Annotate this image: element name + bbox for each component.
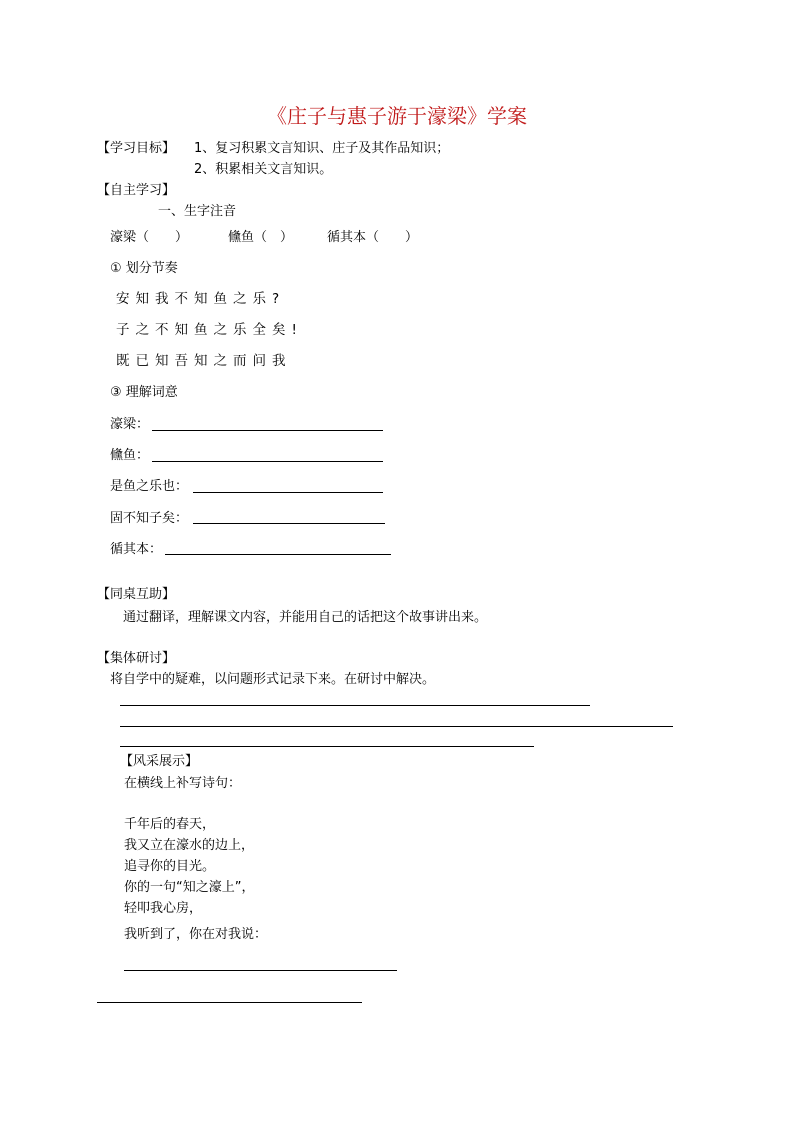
word-item-label: 濠梁： <box>110 417 150 432</box>
discussion-line[interactable] <box>120 705 590 706</box>
word-item-label: 固不知子矣： <box>110 511 189 526</box>
goals-label: 【学习目标】 <box>97 141 176 156</box>
group-label: 【集体研讨】 <box>97 651 176 666</box>
footnote-separator <box>97 1002 362 1003</box>
rhythm-line: 子之不知鱼之乐全矣! <box>116 322 303 338</box>
pinyin-section-title: 一、生字注音 <box>158 204 237 219</box>
peer-label: 【同桌互助】 <box>97 587 176 602</box>
group-text: 将自学中的疑难，以问题形式记录下来。在研讨中解决。 <box>110 672 436 687</box>
word-item-label: 儵鱼： <box>110 448 150 463</box>
pinyin-item: 濠梁（ ） <box>110 230 189 245</box>
poem-line: 你的一句“知之濠上”， <box>124 880 255 895</box>
discussion-line[interactable] <box>120 726 673 727</box>
poem-line: 千年后的春天， <box>124 817 216 832</box>
discussion-line[interactable] <box>120 746 534 747</box>
answer-line[interactable] <box>165 554 391 555</box>
page-title: 《庄子与惠子游于濠梁》学案 <box>267 104 527 128</box>
poem-line: 追寻你的目光。 <box>124 859 216 874</box>
word-item-label: 循其本： <box>110 542 163 557</box>
pinyin-item: 循其本（ ） <box>327 230 419 245</box>
peer-text: 通过翻译，理解课文内容，并能用自己的话把这个故事讲出来。 <box>123 610 488 625</box>
answer-line[interactable] <box>152 461 383 462</box>
goal-item-1: 1、复习积累文言知识、庄子及其作品知识； <box>194 141 450 156</box>
answer-line[interactable] <box>152 430 383 431</box>
poem-line: 轻叩我心房， <box>124 901 203 916</box>
self-study-label: 【自主学习】 <box>97 183 176 198</box>
pinyin-item: 儵鱼（ ） <box>228 230 294 245</box>
showcase-label: 【风采展示】 <box>120 754 199 769</box>
word-item-label: 是鱼之乐也： <box>110 479 189 494</box>
poem-line: 我听到了，你在对我说： <box>124 927 268 942</box>
rhythm-line: 既已知吾知之而问我 <box>116 353 292 369</box>
showcase-prompt: 在横线上补写诗句： <box>124 776 242 791</box>
rhythm-section-title: ① 划分节奏 <box>110 261 178 276</box>
rhythm-line: 安知我不知鱼之乐? <box>116 291 286 307</box>
answer-line[interactable] <box>193 492 383 493</box>
goal-item-2: 2、积累相关文言知识。 <box>194 162 333 177</box>
word-meaning-section-title: ③ 理解词意 <box>110 385 178 400</box>
answer-line[interactable] <box>193 523 385 524</box>
poem-line: 我又立在濠水的边上， <box>124 838 255 853</box>
poem-answer-line[interactable] <box>124 970 397 971</box>
